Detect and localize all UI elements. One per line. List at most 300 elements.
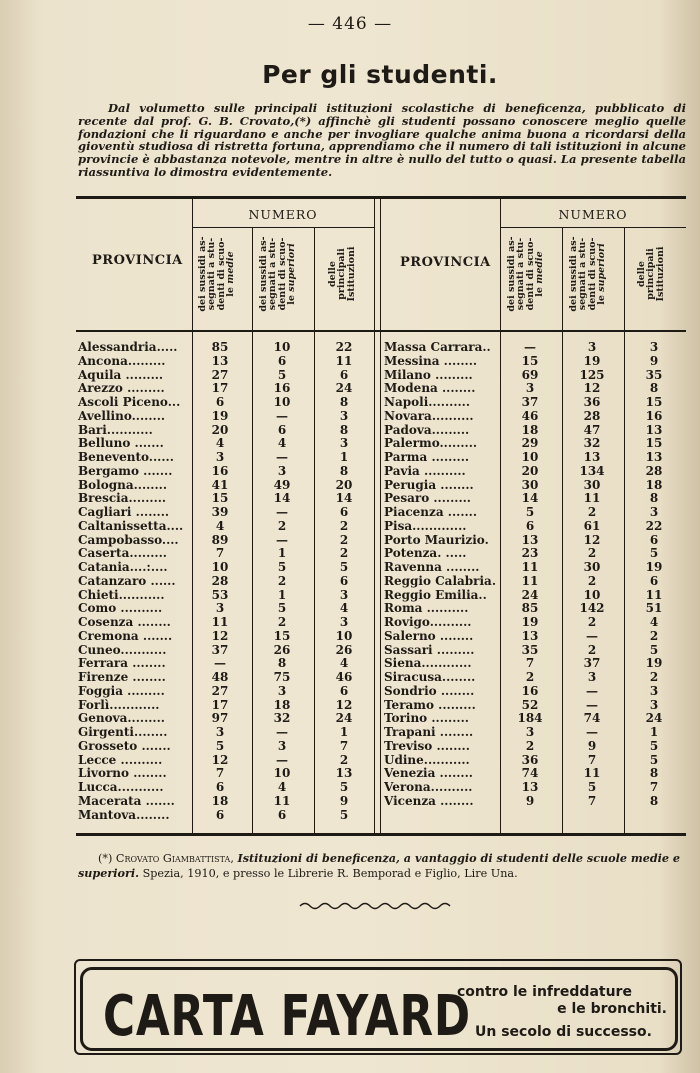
value-superiori: 32	[583, 436, 601, 451]
value-medie: 37	[521, 395, 539, 409]
table-row	[384, 369, 686, 383]
province-name: Teramo .........	[384, 697, 476, 712]
table-bottom-rule	[76, 833, 686, 836]
center-double-divider	[374, 199, 381, 833]
value-istituzioni: 1	[339, 450, 349, 464]
table-row	[78, 781, 374, 795]
value-medie: 15	[521, 353, 539, 368]
table-row	[78, 616, 374, 630]
value-medie: 11	[521, 573, 539, 588]
table-row	[384, 795, 686, 809]
table-row	[384, 506, 686, 520]
value-medie: 11	[211, 615, 229, 629]
table-row	[78, 561, 374, 575]
value-superiori: 134	[579, 463, 605, 478]
page-number: — 446 —	[307, 14, 393, 34]
value-superiori: 10	[273, 766, 291, 781]
province-name: Belluno .......	[78, 436, 164, 451]
value-istituzioni: 22	[645, 518, 663, 533]
value-istituzioni: 13	[645, 450, 663, 464]
value-istituzioni: 22	[335, 340, 353, 354]
column-header-istituzioni: delle principali Istituzioni	[636, 246, 666, 302]
value-superiori: 11	[583, 491, 601, 506]
value-superiori: 18	[273, 697, 291, 712]
value-istituzioni: 6	[339, 367, 349, 382]
value-superiori: 28	[583, 408, 601, 423]
province-name: Milano .........	[384, 367, 473, 382]
table-row	[384, 534, 686, 548]
value-istituzioni: 6	[339, 573, 349, 588]
table-row	[384, 630, 686, 644]
value-medie: 18	[211, 793, 229, 808]
value-istituzioni: 3	[649, 683, 659, 698]
table-row	[78, 699, 374, 713]
value-istituzioni: 8	[649, 491, 659, 506]
table-row	[384, 561, 686, 575]
province-name: Udine...........	[384, 752, 470, 767]
table-row	[78, 630, 374, 644]
value-superiori: 30	[583, 560, 601, 574]
column-header-medie: dei sussidi as- segnati a stu- denti di scuo- le medie	[506, 236, 546, 312]
province-name: Brescia.........	[78, 491, 167, 506]
table-body-right	[384, 341, 686, 809]
table-row	[384, 589, 686, 603]
table-row	[78, 644, 374, 658]
province-name: Bergamo .......	[78, 463, 173, 478]
province-name: Caltanissetta....	[78, 518, 184, 533]
value-medie: 39	[211, 505, 229, 519]
value-istituzioni: 51	[645, 601, 663, 616]
province-name: Campobasso....	[78, 532, 179, 547]
province-name: Sondrio ........	[384, 683, 475, 698]
table-row	[384, 341, 686, 355]
value-medie: 17	[211, 697, 229, 712]
value-istituzioni: 8	[649, 793, 659, 808]
column-header-medie: dei sussidi as- segnati a stu- denti di scuo- le medie	[197, 236, 237, 312]
advertisement	[74, 959, 682, 1055]
value-istituzioni: 5	[649, 752, 659, 767]
value-medie: 6	[215, 395, 225, 409]
value-medie: 5	[525, 505, 535, 519]
value-istituzioni: 10	[335, 628, 353, 643]
value-superiori: 11	[273, 793, 291, 808]
table-row	[384, 712, 686, 726]
value-medie: 184	[517, 711, 543, 726]
value-superiori: 125	[579, 367, 605, 382]
table-row	[78, 341, 374, 355]
province-name: Avellino........	[78, 408, 166, 423]
value-medie: 48	[211, 670, 229, 684]
value-medie: 3	[215, 725, 225, 739]
province-name: Lucca...........	[78, 780, 164, 794]
province-name: Roma ..........	[384, 601, 469, 616]
table-row	[78, 492, 374, 506]
table-row	[384, 726, 686, 740]
value-superiori: 5	[277, 601, 287, 616]
value-istituzioni: 12	[335, 697, 353, 712]
value-medie: 9	[525, 793, 535, 808]
value-medie: 69	[521, 367, 539, 382]
value-istituzioni: 13	[645, 422, 663, 437]
table-row	[78, 602, 374, 616]
table-row	[384, 685, 686, 699]
province-name: Como ..........	[78, 601, 163, 616]
value-medie: 2	[525, 738, 535, 753]
province-name: Mantova........	[78, 807, 170, 822]
value-superiori: 47	[583, 422, 601, 437]
value-medie: 2	[525, 670, 535, 684]
value-istituzioni: 8	[649, 381, 659, 396]
province-name: Massa Carrara..	[384, 340, 491, 354]
value-medie: 36	[521, 752, 539, 767]
province-name: Cuneo...........	[78, 642, 167, 657]
table-row	[384, 424, 686, 438]
value-istituzioni: 2	[649, 628, 659, 643]
value-superiori: 142	[579, 601, 605, 616]
value-superiori: 75	[273, 670, 291, 684]
value-medie: 20	[211, 422, 229, 437]
value-medie: 89	[211, 532, 229, 547]
value-istituzioni: 5	[649, 546, 659, 561]
value-superiori: 11	[583, 766, 601, 781]
value-medie: 19	[521, 615, 539, 629]
value-medie: 7	[215, 546, 225, 561]
value-medie: 74	[521, 766, 539, 781]
province-name: Reggio Calabria.	[384, 573, 497, 588]
value-medie: 3	[525, 725, 535, 739]
province-name: Treviso ........	[384, 738, 470, 753]
value-medie: 7	[525, 656, 535, 671]
value-istituzioni: 9	[339, 793, 349, 808]
value-medie: 29	[521, 436, 539, 451]
value-istituzioni: 24	[645, 711, 663, 726]
value-superiori: 2	[587, 642, 597, 657]
value-istituzioni: 7	[649, 780, 659, 794]
value-medie: 53	[211, 587, 229, 602]
value-istituzioni: 3	[339, 587, 349, 602]
value-superiori: 2	[587, 546, 597, 561]
province-name: Bologna........	[78, 477, 168, 492]
value-istituzioni: 2	[339, 752, 349, 767]
value-medie: 5	[215, 738, 225, 753]
value-superiori: 3	[277, 463, 287, 478]
table-row	[78, 437, 374, 451]
table-row	[78, 506, 374, 520]
province-name: Arezzo .........	[78, 381, 165, 396]
table-row	[78, 809, 374, 823]
table-row	[384, 575, 686, 589]
value-superiori: 3	[587, 340, 597, 354]
value-istituzioni: 24	[335, 381, 353, 396]
province-name: Verona..........	[384, 780, 473, 794]
value-istituzioni: 6	[339, 505, 349, 519]
value-superiori: 12	[583, 381, 601, 396]
table-row	[384, 396, 686, 410]
table-row	[384, 492, 686, 506]
value-superiori: 36	[583, 395, 601, 409]
value-istituzioni: 7	[339, 738, 349, 753]
value-istituzioni: 2	[339, 532, 349, 547]
value-medie: 6	[215, 780, 225, 794]
value-superiori: 3	[587, 670, 597, 684]
table-row	[384, 657, 686, 671]
value-istituzioni: 15	[645, 436, 663, 451]
province-name: Firenze ........	[78, 670, 166, 684]
value-medie: 37	[211, 642, 229, 657]
province-name: Parma .........	[384, 450, 470, 464]
province-name: Forlì............	[78, 697, 160, 712]
value-medie: —	[524, 340, 536, 354]
value-istituzioni: 11	[645, 587, 663, 602]
table-row	[384, 382, 686, 396]
table-row	[384, 465, 686, 479]
province-name: Porto Maurizio.	[384, 532, 489, 547]
province-name: Pisa.............	[384, 518, 467, 533]
province-name: Caserta.........	[78, 546, 167, 561]
value-medie: 3	[525, 381, 535, 396]
table-row	[384, 767, 686, 781]
value-superiori: 49	[273, 477, 291, 492]
table-row	[384, 616, 686, 630]
province-name: Torino .........	[384, 711, 469, 726]
ornament-divider	[298, 900, 458, 912]
province-name: Genova.........	[78, 711, 165, 726]
value-istituzioni: 3	[649, 697, 659, 712]
value-medie: 15	[211, 491, 229, 506]
value-superiori: 10	[273, 340, 291, 354]
province-name: Ferrara ........	[78, 656, 166, 671]
ad-brand: CARTA FAYARD	[103, 984, 471, 1049]
value-superiori: —	[276, 505, 288, 519]
table-row	[78, 795, 374, 809]
province-name: Perugia ........	[384, 477, 474, 492]
province-name: Vicenza ........	[384, 793, 474, 808]
value-medie: 3	[215, 450, 225, 464]
value-medie: 35	[521, 642, 539, 657]
value-superiori: —	[276, 752, 288, 767]
value-medie: 12	[211, 752, 229, 767]
table-row	[78, 451, 374, 465]
table-row	[78, 479, 374, 493]
province-name: Bari...........	[78, 422, 153, 437]
value-istituzioni: 18	[645, 477, 663, 492]
province-header-left: PROVINCIA	[92, 253, 183, 268]
table-row	[78, 589, 374, 603]
province-name: Messina ........	[384, 353, 478, 368]
province-name: Lecce ..........	[78, 752, 163, 767]
value-medie: 30	[521, 477, 539, 492]
group-header-right: NUMERO	[558, 207, 628, 222]
value-superiori: 74	[583, 711, 601, 726]
province-name: Grosseto .......	[78, 738, 171, 753]
table-row	[384, 410, 686, 424]
table-row	[384, 602, 686, 616]
value-medie: 23	[521, 546, 539, 561]
province-name: Potenza. .....	[384, 546, 467, 561]
province-name: Benevento......	[78, 450, 174, 464]
footnote: (*) Crovato Giambattista, Istituzioni di beneficenza, a vantaggio di studenti delle scuole medie e superiori. Spezia, 1910, e presso le Librerie R. Bemporad e Figlio, Lire Una.	[78, 851, 681, 880]
province-name: Ravenna ........	[384, 560, 480, 574]
value-istituzioni: 8	[339, 422, 349, 437]
province-name: Foggia .........	[78, 683, 165, 698]
table-row	[78, 534, 374, 548]
province-name: Siena............	[384, 656, 472, 671]
value-medie: 12	[211, 628, 229, 643]
value-istituzioni: 35	[645, 367, 663, 382]
province-name: Girgenti........	[78, 725, 168, 739]
value-istituzioni: 6	[649, 532, 659, 547]
province-name: Macerata .......	[78, 793, 175, 808]
value-istituzioni: 19	[645, 656, 663, 671]
value-superiori: 4	[277, 436, 287, 451]
province-name: Catania....:....	[78, 560, 168, 574]
province-name: Padova.........	[384, 422, 470, 437]
column-header-istituzioni: delle principali Istituzioni	[327, 246, 357, 302]
value-medie: 13	[521, 780, 539, 794]
value-medie: 13	[211, 353, 229, 368]
table-row	[384, 479, 686, 493]
value-superiori: 6	[277, 353, 287, 368]
province-name: Salerno ........	[384, 628, 474, 643]
province-name: Cremona .......	[78, 628, 173, 643]
value-superiori: —	[276, 725, 288, 739]
value-istituzioni: 9	[649, 353, 659, 368]
ad-line-2: e le bronchiti.	[557, 1001, 667, 1017]
table-row	[78, 712, 374, 726]
value-superiori: 3	[277, 738, 287, 753]
value-medie: 85	[521, 601, 539, 616]
value-superiori: 2	[587, 573, 597, 588]
value-istituzioni: 16	[645, 408, 663, 423]
value-medie: 20	[521, 463, 539, 478]
value-superiori: 3	[277, 683, 287, 698]
value-medie: 27	[211, 367, 229, 382]
province-name: Ascoli Piceno...	[78, 395, 181, 409]
table-row	[384, 520, 686, 534]
province-name: Aquila .........	[78, 367, 164, 382]
value-istituzioni: 11	[335, 353, 353, 368]
value-medie: 11	[521, 560, 539, 574]
province-name: Cagliari ........	[78, 505, 170, 519]
value-superiori: 14	[273, 491, 291, 506]
value-medie: 85	[211, 340, 229, 354]
table-row	[78, 520, 374, 534]
value-medie: 18	[521, 422, 539, 437]
value-istituzioni: 3	[649, 340, 659, 354]
province-name: Pesaro .........	[384, 491, 471, 506]
table-row	[78, 396, 374, 410]
province-name: Venezia ........	[384, 766, 473, 781]
value-medie: 13	[521, 628, 539, 643]
province-name: Livorno ........	[78, 766, 167, 781]
value-istituzioni: 3	[649, 505, 659, 519]
province-name: Reggio Emilia..	[384, 587, 487, 602]
value-istituzioni: 14	[335, 491, 353, 506]
value-superiori: 7	[587, 752, 597, 767]
value-medie: 17	[211, 381, 229, 396]
value-superiori: 9	[587, 738, 597, 753]
value-superiori: 5	[277, 367, 287, 382]
value-istituzioni: 4	[649, 615, 659, 629]
value-medie: 14	[521, 491, 539, 506]
value-superiori: 2	[277, 518, 287, 533]
value-istituzioni: 5	[649, 738, 659, 753]
table-row	[78, 369, 374, 383]
value-medie: 19	[211, 408, 229, 423]
column-header-superiori: dei sussidi as- segnati a stu- denti di scuo- le superiori	[568, 236, 608, 312]
value-superiori: 5	[587, 780, 597, 794]
value-medie: 24	[521, 587, 539, 602]
value-medie: 10	[211, 560, 229, 574]
table-row	[384, 699, 686, 713]
table-row	[78, 754, 374, 768]
table-row	[78, 657, 374, 671]
value-medie: 46	[521, 408, 539, 423]
value-istituzioni: 24	[335, 711, 353, 726]
value-superiori: 16	[273, 381, 291, 396]
table-row	[384, 547, 686, 561]
table-row	[78, 575, 374, 589]
value-medie: 7	[215, 766, 225, 781]
value-istituzioni: 20	[335, 477, 353, 492]
value-medie: 3	[215, 601, 225, 616]
value-istituzioni: 6	[649, 573, 659, 588]
table-row	[384, 451, 686, 465]
table-row	[384, 754, 686, 768]
table-row	[384, 644, 686, 658]
value-superiori: 6	[277, 807, 287, 822]
province-name: Napoli..........	[384, 395, 471, 409]
value-medie: 16	[211, 463, 229, 478]
value-istituzioni: 4	[339, 601, 349, 616]
table-body-left	[78, 341, 374, 822]
value-istituzioni: 8	[649, 766, 659, 781]
value-superiori: —	[586, 683, 598, 698]
value-istituzioni: 2	[339, 518, 349, 533]
column-header-superiori: dei sussidi as- segnati a stu- denti di scuo- le superiori	[258, 236, 298, 312]
province-name: Piacenza .......	[384, 505, 478, 519]
value-superiori: 1	[277, 546, 287, 561]
value-superiori: —	[586, 725, 598, 739]
value-istituzioni: 15	[645, 395, 663, 409]
table-row	[384, 671, 686, 685]
value-medie: 28	[211, 573, 229, 588]
value-istituzioni: 6	[339, 683, 349, 698]
value-superiori: —	[586, 628, 598, 643]
value-superiori: 6	[277, 422, 287, 437]
value-istituzioni: 13	[335, 766, 353, 781]
table-row	[384, 355, 686, 369]
value-superiori: 8	[277, 656, 287, 671]
group-header-left: NUMERO	[248, 207, 318, 222]
value-medie: —	[214, 656, 226, 671]
province-name: Palermo.........	[384, 436, 478, 451]
value-superiori: 37	[583, 656, 601, 671]
province-name: Catanzaro ......	[78, 573, 176, 588]
value-superiori: 5	[277, 560, 287, 574]
table-row	[78, 685, 374, 699]
value-medie: 4	[215, 518, 225, 533]
value-istituzioni: 46	[335, 670, 353, 684]
value-medie: 97	[211, 711, 229, 726]
province-name: Rovigo..........	[384, 615, 472, 629]
value-superiori: 10	[273, 395, 291, 409]
value-superiori: —	[276, 450, 288, 464]
province-name: Pavia ..........	[384, 463, 466, 478]
province-name: Trapani ........	[384, 725, 474, 739]
value-superiori: 26	[273, 642, 291, 657]
value-superiori: —	[276, 408, 288, 423]
